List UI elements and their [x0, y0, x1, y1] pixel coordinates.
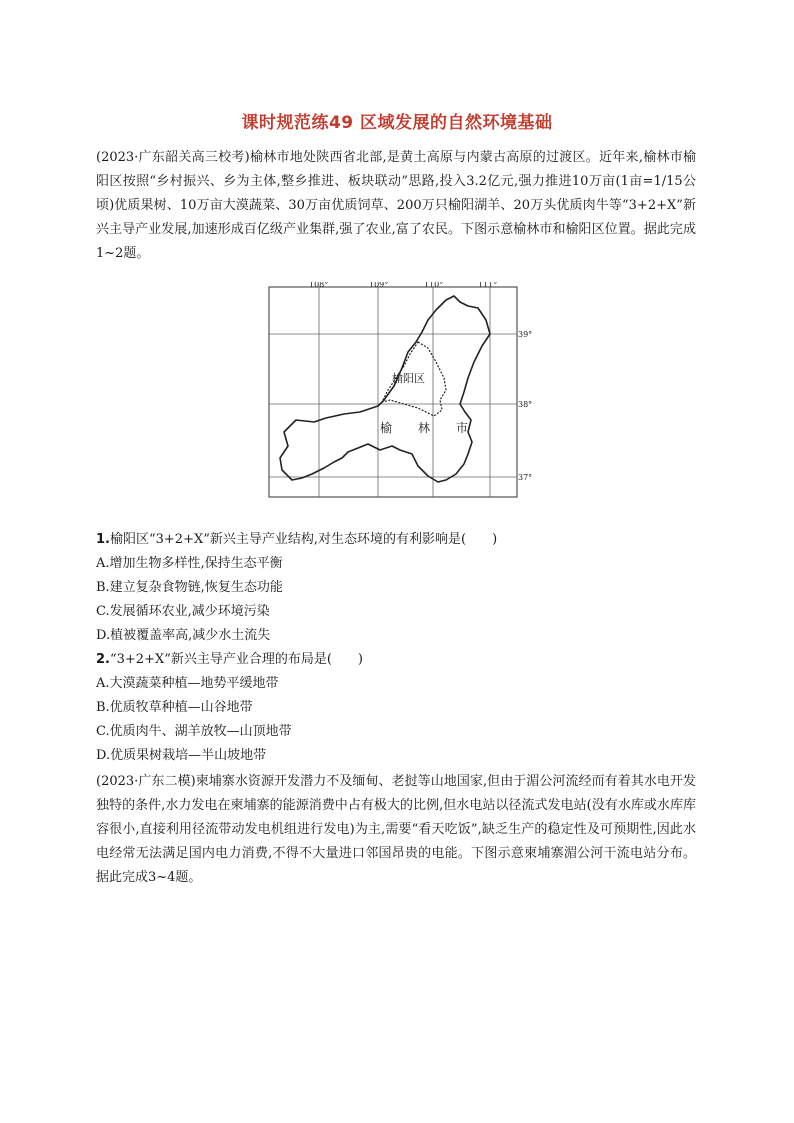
yulin-city-boundary — [280, 296, 490, 482]
question-2-number: 2. — [96, 652, 110, 667]
map-graticule — [269, 287, 517, 497]
q1-option-d: D.植被覆盖率高,减少水土流失 — [96, 628, 271, 643]
passage-cambodia: (2023·广东二模)柬埔寨水资源开发潜力不及缅甸、老挝等山地国家,但由于湄公河流经而有着其水电开发独特的条件,水力发电在柬埔寨的能源消费中占有极大的比例,但水电站以径流式发电站(没有水库或水库库容很小,直接利用径流带动发电机组进行发电)为主,需要“看天吃饭”,缺乏生产的稳定性及可预期性,因此水电经常无法满足国内电力消费,不得不大量进口邻国昂贵的电能。下图示意柬埔寨湄公河干流电站分布。据此完成3~4题。 — [96, 774, 696, 885]
lon-label-108: 108° — [309, 282, 329, 289]
passage-yulin: (2023·广东韶关高三校考)榆林市地处陕西省北部,是黄土高原与内蒙古高原的过渡区。近年来,榆林市榆阳区按照“乡村振兴、乡为主体,整乡推进、板块联动”思路,投入3.2亿元,强力推进10万亩(1亩=1/15公顷)优质果树、10万亩大漠蔬菜、30万亩优质饲草、200万只榆阳湖羊、20万头优质肉牛等“3+2+X”新兴主导产业发展,加速形成百亿级产业集群,强了农业,富了农民。下图示意榆林市和榆阳区位置。据此完成1~2题。 — [96, 150, 696, 261]
yuyang-district-label: 榆阳区 — [392, 372, 425, 385]
city-label-char-3: 市 — [456, 421, 469, 435]
city-label-char-1: 榆 — [380, 421, 393, 435]
question-1-number: 1. — [96, 532, 110, 547]
question-1-stem: 榆阳区“3+2+X”新兴主导产业结构,对生态环境的有利影响是( ) — [109, 532, 498, 547]
q2-option-c: C.优质肉牛、湖羊放牧—山顶地带 — [96, 724, 292, 739]
lat-label-39: 39° — [518, 330, 533, 339]
lon-label-111: 111° — [478, 282, 498, 289]
lon-label-110: 110° — [424, 282, 444, 289]
question-2 — [96, 648, 363, 672]
question-2-stem: “3+2+X”新兴主导产业合理的布局是( ) — [109, 652, 364, 667]
q2-option-b: B.优质牧草种植—山谷地带 — [96, 700, 253, 715]
lat-label-38: 38° — [518, 400, 533, 409]
q1-option-c: C.发展循环农业,减少环境污染 — [96, 604, 270, 619]
question-1 — [96, 528, 497, 552]
yulin-location-map — [268, 282, 538, 502]
q2-option-a: A.大漠蔬菜种植—地势平缓地带 — [96, 676, 279, 691]
q1-option-b: B.建立复杂食物链,恢复生态功能 — [96, 580, 283, 595]
page-title: 课时规范练49 区域发展的自然环境基础 — [241, 113, 553, 133]
lon-label-109: 109° — [369, 282, 389, 289]
q2-option-d: D.优质果树栽培—半山坡地带 — [96, 748, 267, 763]
q1-option-a: A.增加生物多样性,保持生态平衡 — [96, 556, 283, 571]
city-label-char-2: 林 — [418, 421, 431, 435]
lat-label-37: 37° — [518, 473, 533, 482]
